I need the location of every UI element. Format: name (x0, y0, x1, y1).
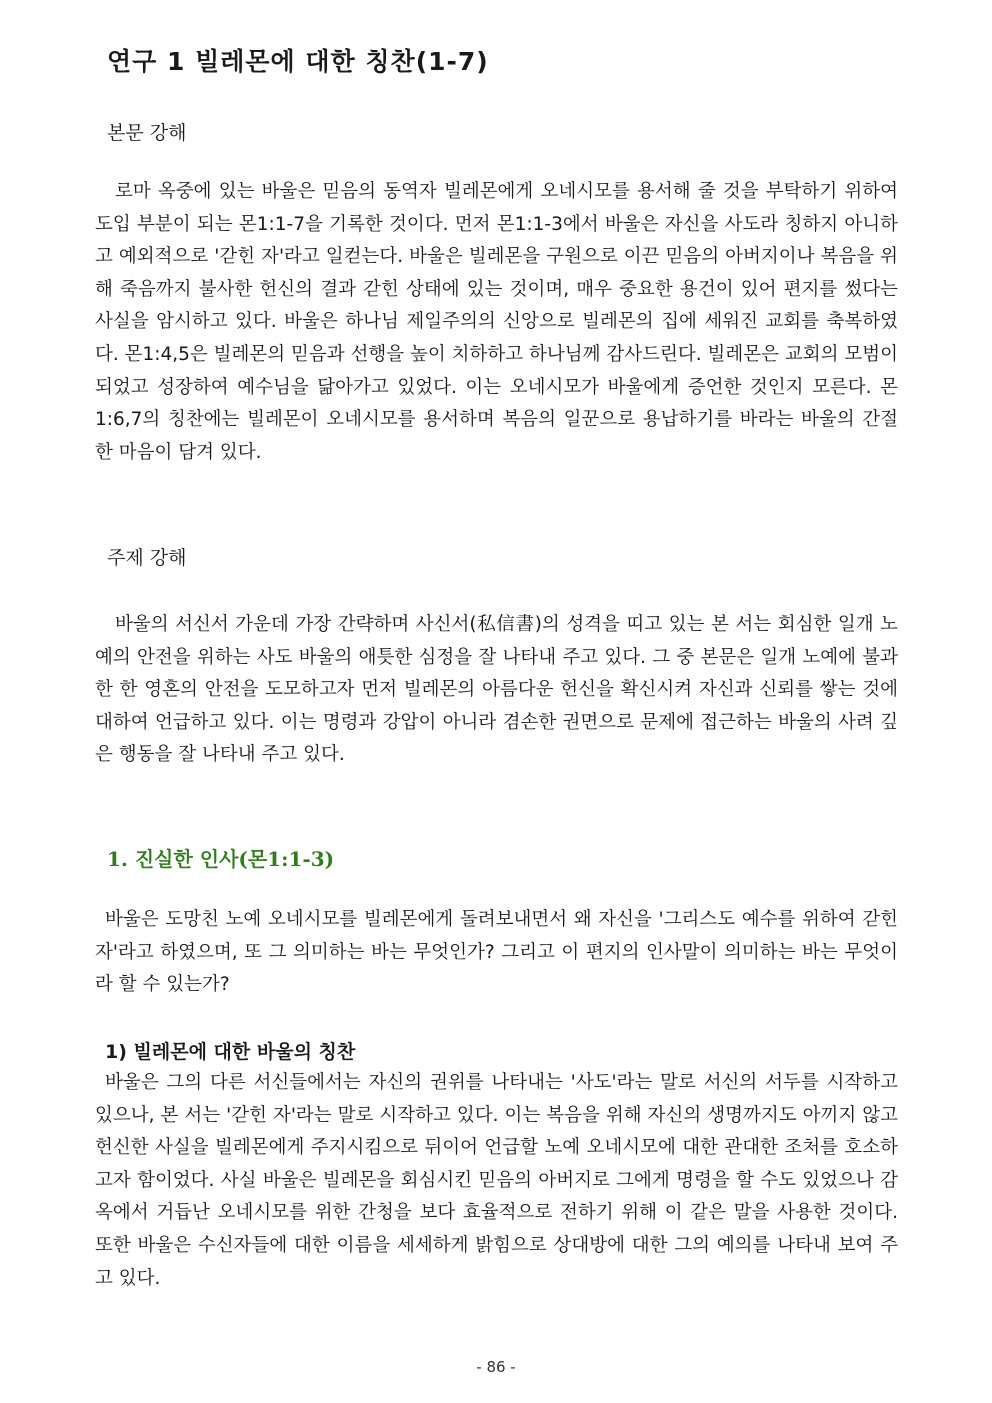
section-1-heading: 1. 진실한 인사(몬1:1-3) (107, 847, 335, 871)
page-number: - 86 - (476, 1358, 516, 1376)
section-1-question-text: 바울은 도망친 노예 오네시모를 빌레몬에게 돌려보내면서 왜 자신을 '그리스도 예수를 위하여 갇힌 자'라고 하였으며, 또 그 의미하는 바는 무엇인가? 그리고 이 편지의 인사말이 의미하는 바는 무엇이라 할 수 있는가? (95, 909, 898, 996)
text-exposition-heading: 본문 강해 (107, 122, 187, 144)
theme-exposition-heading: 주제 강해 (107, 547, 187, 569)
subsection-text: 바울은 그의 다른 서신들에서는 자신의 권위를 나타내는 '사도'라는 말로 서신의 서두를 시작하고 있으나, 본 서는 '갇힌 자'라는 말로 시작하고 있다. 이는 복음을 위해 자신의 생명까지도 아끼지 않고 헌신한 사실을 빌레몬에게 주지시킴으로 뒤이어 언급할 노예 오네시모에 대한 관대한 조처를 호소하고자 함이었다. 사실 바울은 빌레몬을 회심시킨 믿음의 아버지로 그에게 명령을 할 수도 있었으나 감옥에서 거듭난 오네시모를 위한 간청을 보다 효율적으로 전하기 위해 이 같은 말을 사용한 것이다. 또한 바울은 수신자들에 대한 이름을 세세하게 밝힘으로 상대방에 대한 그의 예의를 나타내 보여 주고 있다. (95, 1072, 898, 1289)
subsection-heading: 1) 빌레몬에 대한 바울의 칭찬 (105, 1041, 356, 1063)
text-exposition-paragraph (95, 176, 898, 469)
theme-exposition-text: 바울의 서신서 가운데 가장 간략하며 사신서(私信書)의 성격을 띠고 있는 본 서는 회심한 일개 노예의 안전을 위하는 사도 바울의 애틋한 심정을 잘 나타내 주고 있다. 그 중 본문은 일개 노예에 불과한 한 영혼의 안전을 도모하고자 먼저 빌레몬의 아름다운 헌신을 확신시켜 자신과 신뢰를 쌓는 것에 대하여 언급하고 있다. 이는 명령과 강압이 아니라 겸손한 권면으로 문제에 접근하는 바울의 사려 깊은 행동을 잘 나타내 주고 있다. (95, 614, 898, 766)
subsection-paragraph (95, 1067, 898, 1295)
section-1-question (95, 904, 898, 1002)
study-title: 연구 1 빌레몬에 대한 칭찬(1-7) (107, 47, 489, 76)
theme-exposition-paragraph (95, 609, 898, 772)
text-exposition-text: 로마 옥중에 있는 바울은 믿음의 동역자 빌레몬에게 오네시모를 용서해 줄 것을 부탁하기 위하여 도입 부분이 되는 몬1:1-7을 기록한 것이다. 먼저 몬1:1-3에서 바울은 자신을 사도라 칭하지 아니하고 예외적으로 '갇힌 자'라고 일컫는다. 바울은 빌레몬을 구원으로 이끈 믿음의 아버지이나 복음을 위해 죽음까지 불사한 헌신의 결과 갇힌 상태에 있는 것이며, 매우 중요한 용건이 있어 편지를 썼다는 사실을 암시하고 있다. 바울은 하나님 제일주의의 신앙으로 빌레몬의 집에 세워진 교회를 축복하였다. 몬1:4,5은 빌레몬의 믿음과 선행을 높이 치하하고 하나님께 감사드린다. 빌레몬은 교회의 모범이 되었고 성장하여 예수님을 닮아가고 있었다. 이는 오네시모가 바울에게 증언한 것인지 모른다. 몬1:6,7의 칭찬에는 빌레몬이 오네시모를 용서하며 복음의 일꾼으로 용납하기를 바라는 바울의 간절한 마음이 담겨 있다. (95, 181, 898, 463)
